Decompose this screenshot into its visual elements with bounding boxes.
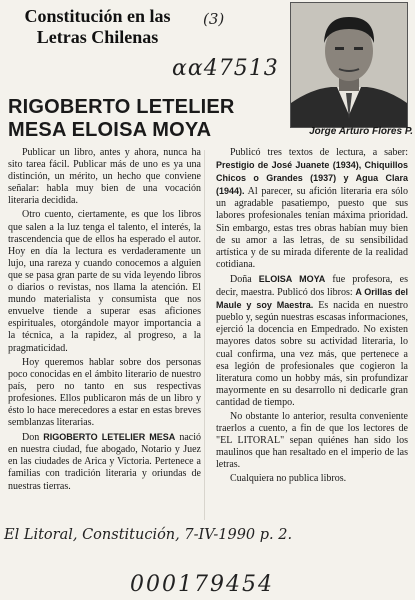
paragraph-4-lead: Don <box>22 432 44 444</box>
paragraph-6-body: Es nacida en nuestro pueblo y, según nuestras escasas informaciones, ejerció la docencia en Empedrado. No existen mayores datos sobre su actividad literaria, lo cual confirma, una vez más, que pertenece a esa legión de profesionales que cogieron la literatura como un hobby más, sin profundizar mayormente en su desarrollo ni dedicarle gran cantidad de tiempo. <box>216 300 408 408</box>
book-titles-letelier: Prestigio de José Juanete (1934), Chiquillos Chicos o Grandes (1937) y Agua Clara (1944). <box>216 160 408 197</box>
author-photo <box>290 2 408 128</box>
paragraph-6 <box>216 273 408 409</box>
paragraph-7: No obstante lo anterior, resulta conveniente traerlos a cuento, a fin de que los lectores de "EL LITORAL" sepan quiénes han sido los maulinos que han resaltado en el imperio de las letras. <box>216 410 408 471</box>
article-headline: RIGOBERTO LETELIER MESA ELOISA MOYA <box>8 96 235 141</box>
handwritten-catalog-id: ɑɑ47513 <box>172 56 279 81</box>
paragraph-4 <box>8 431 201 492</box>
paragraph-5-body: Al parecer, su afición literaria era sólo un agradable pasatiempo, puesto que sus labores profesionales tenían máxima prioridad. Sin embargo, estas tres obras habían muy bien de su amor a las letras, de su sensibilidad artística y de su mirada diferente de la realidad cotidiana. <box>216 186 408 270</box>
paragraph-5 <box>216 147 408 271</box>
article-right-column <box>216 147 408 486</box>
book-titles-moya: A Orillas del Maule y soy Maestra. <box>216 287 409 311</box>
name-rigoberto: RIGOBERTO LETELIER MESA <box>43 432 176 443</box>
name-eloisa: ELOISA MOYA <box>258 273 326 284</box>
paragraph-1: Publicar un libro, antes y ahora, nunca ha sito tarea fácil. Publicar más de uno es ya una distinción, un mérito, un hecho que conviene señalar: habla muy bien de una vocación literaria decidida. <box>8 147 201 207</box>
paragraph-4-body: nació en nuestra ciudad, fue abogado, Notario y Juez en las ciudades de Arica y Victoria. Pertenece a familias con tradición literaria y oriundas de nuestras tierras. <box>8 432 202 492</box>
column-divider <box>204 150 205 520</box>
handwritten-bottom-number: 000179454 <box>130 572 274 597</box>
section-title: Constitución en las Letras Chilenas <box>24 6 171 47</box>
handwritten-note: (3) <box>203 10 225 28</box>
paragraph-6-mid: fue profesora, es decir, maestra. Publicó dos libros: <box>216 273 408 299</box>
article-author: Jorge Arturo Flores P. <box>309 126 413 137</box>
portrait-image <box>291 3 407 127</box>
paragraph-8: Cualquiera no publica libros. <box>230 473 347 485</box>
paragraph-2: Otro cuento, ciertamente, es que los libros que salen a la luz tenga el talento, el interés, la trascendencia que de ellos ha esperado el autor. Hoy en día la lectura es verdaderamente un lujo, una rareza y cuando conocemos a alguien que se pasa gran parte de su vida leyendo libros o diarios o revistas, nos llama la atención. El mundo materialista y consumista que nos envuelve tiende a superar esas aficiones espirituales, otorgándole mayor importancia a la técnica, a la rapidez, al progreso, a la pragmaticidad. <box>8 209 201 354</box>
article-left-column <box>8 147 201 493</box>
paragraph-5-lead: Publicó tres textos de lectura, a saber: <box>230 147 408 158</box>
paragraph-6-lead: Doña <box>230 273 259 285</box>
handwritten-source-citation: El Litoral, Constitución, 7-IV-1990 p. 2. <box>4 527 293 543</box>
paragraph-3: Hoy queremos hablar sobre dos personas poco conocidas en el ámbito literario de nuestro país, pero no tanto en sus respectivas profesiones. Ellos publicaron más de un libro y ésto lo hace merecedores a estar en estas breves semblanzas literarias. <box>8 356 201 429</box>
